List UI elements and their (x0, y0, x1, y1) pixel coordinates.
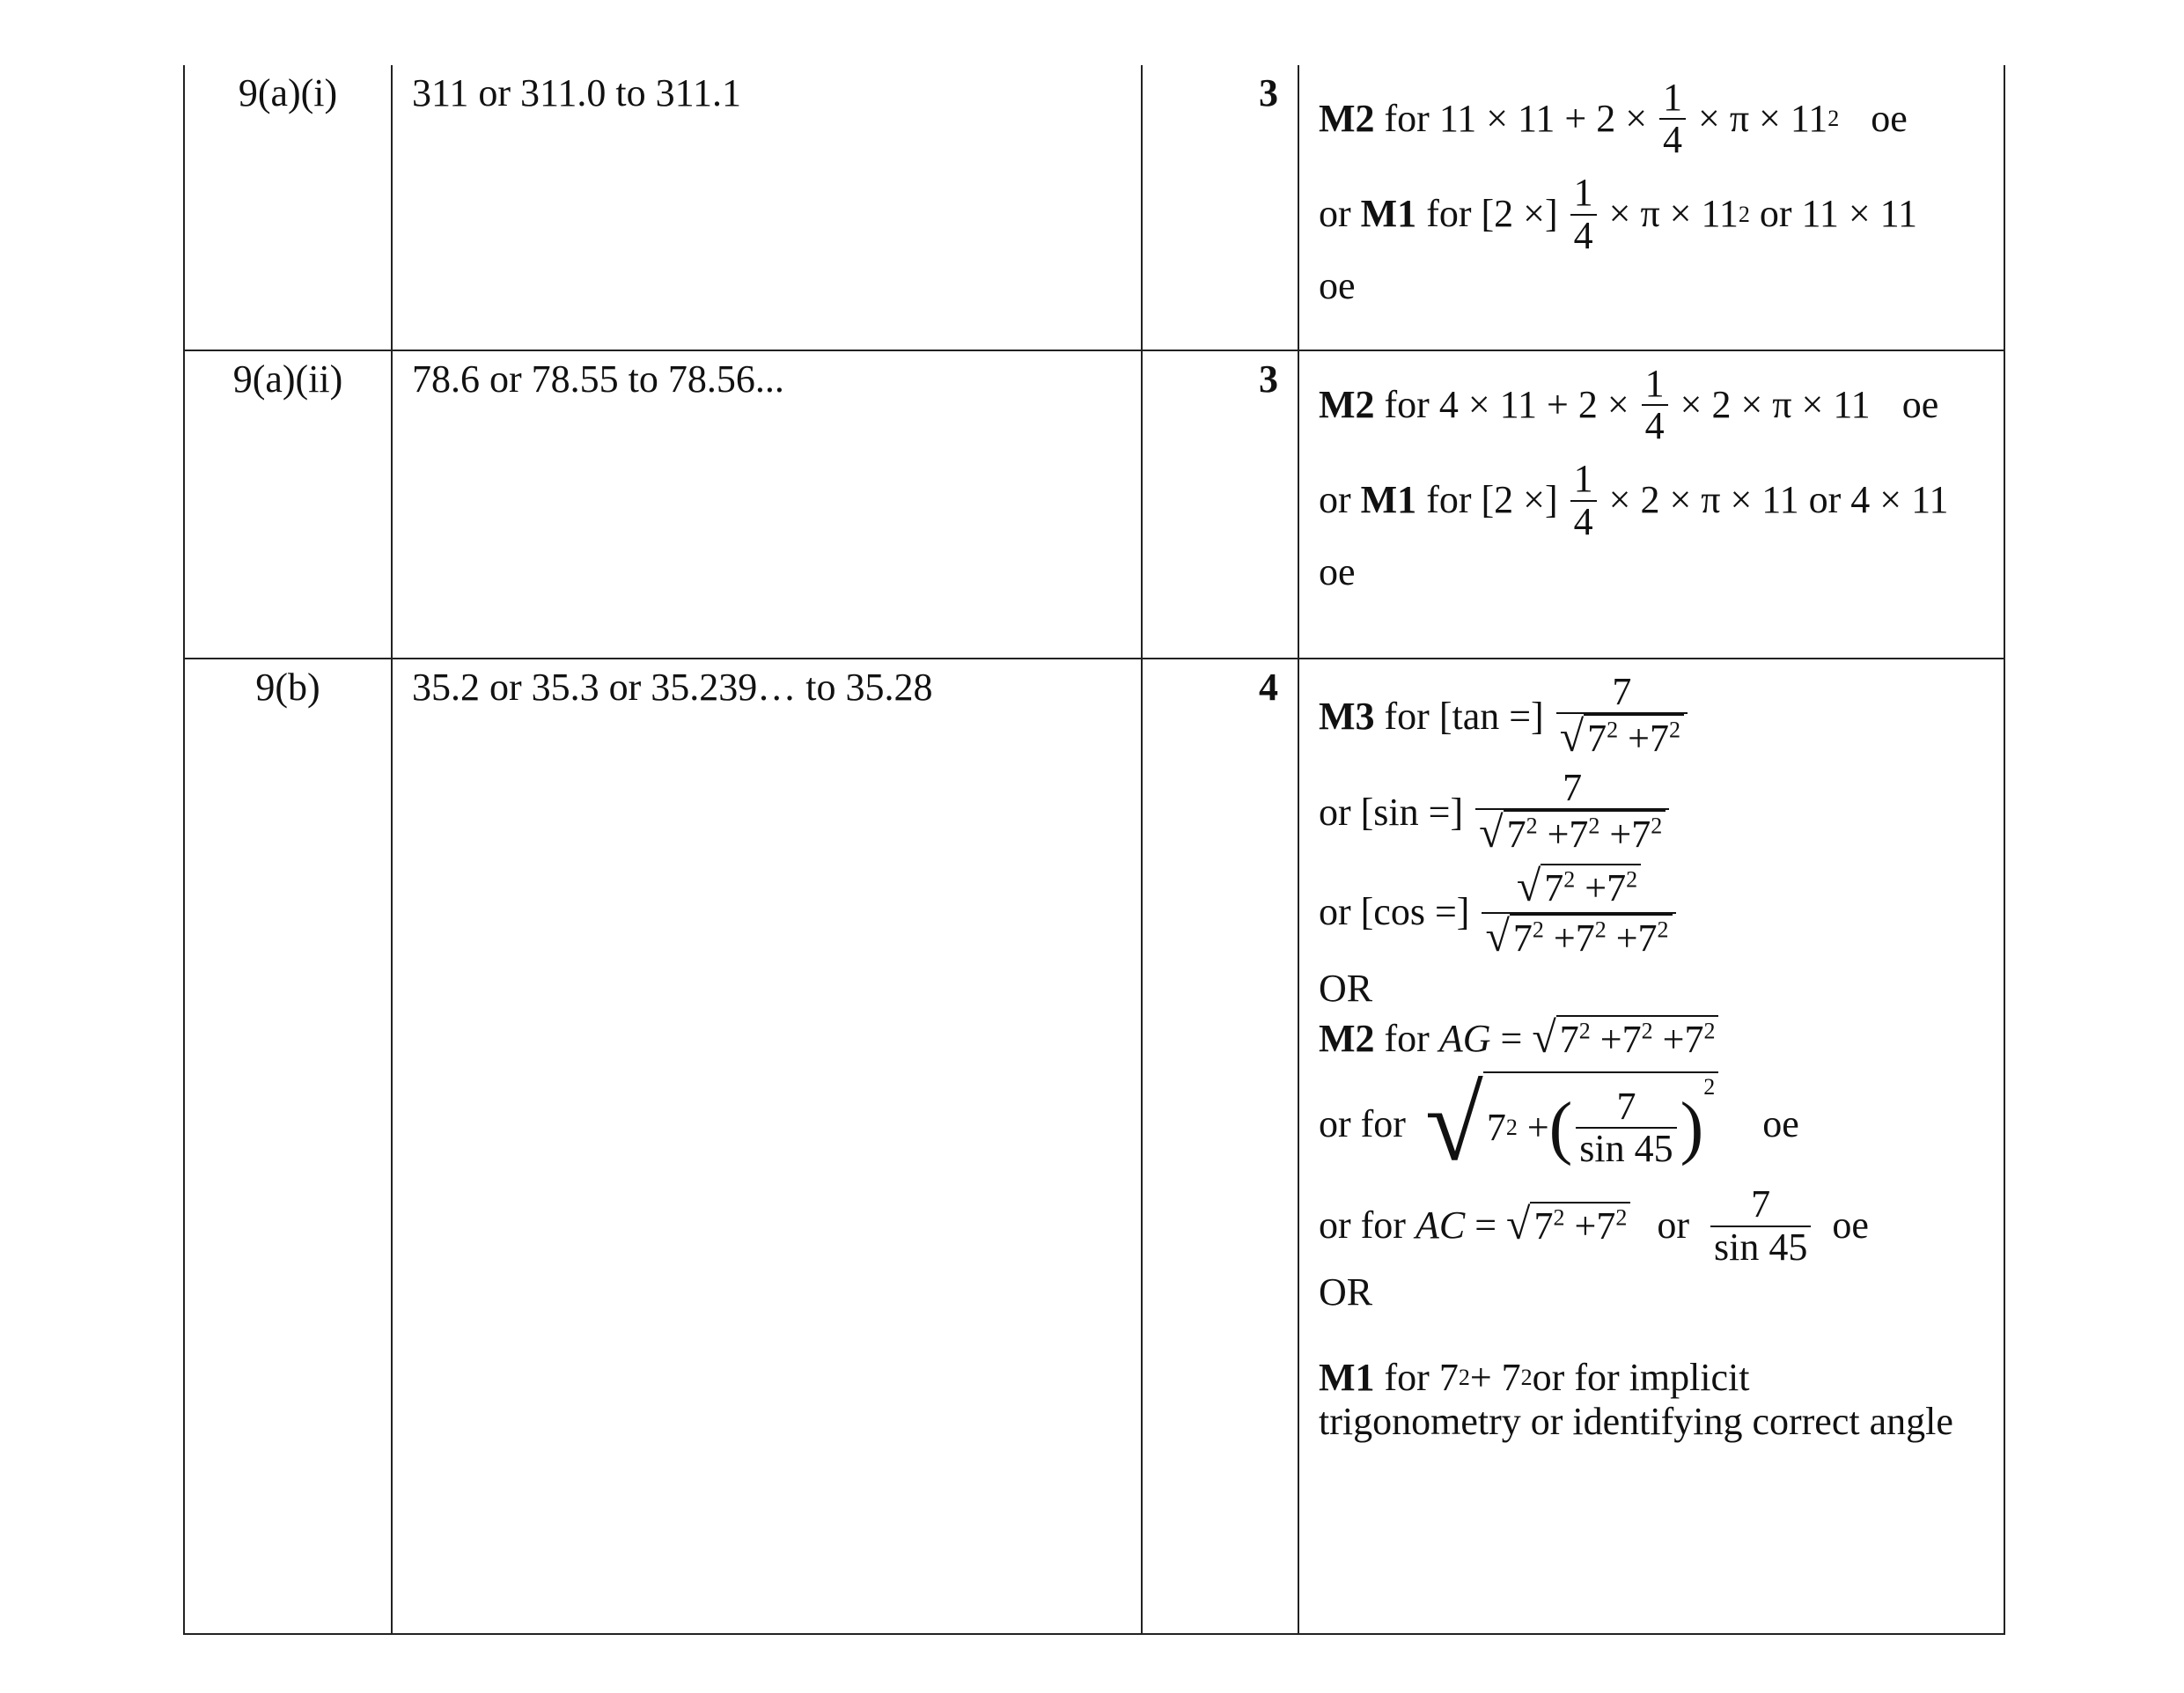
guidance-cell (1298, 350, 2004, 659)
question-cell: 9(a)(i) (184, 65, 392, 350)
guidance-line: or M1 for [2 ×] $\frac{1}{4}$ × π × 11 2 or 11 × 11 (1319, 171, 1918, 257)
fraction: $\frac{1}{4}$ (1659, 77, 1686, 160)
guidance-line-ac: or for AC = √ $7^2 +7^2$ or $\frac{7}{\sin 45}$ oe (1319, 1182, 1869, 1269)
answer-cell: 78.6 or 78.55 to 78.56... (392, 350, 1142, 659)
guidance-line: oe (1319, 264, 1356, 308)
guidance-line-ag: M2 for AG = √ $7^2 +7^2 +7^2$ (1319, 1015, 1993, 1064)
guidance-or: OR (1319, 1270, 1373, 1314)
guidance-cell (1298, 65, 2004, 350)
guidance-line-tan: M3 for [tan =] 7 √ $7^2 +7^2$ (1319, 672, 1993, 762)
guidance-line-sin: or [sin =] 7 √ $7^2 +7^2 +7^2$ (1319, 768, 1993, 858)
guidance-line-cos: or [cos =] √ $7^2 +7^2$ √ $7^2 +7^2 +7^2$ (1319, 864, 1993, 962)
question-cell: 9(a)(ii) (184, 350, 392, 659)
mark-scheme-table (183, 65, 2005, 1635)
guidance-line: M2 for 4 × 11 + 2 × $\frac{1}{4}$ × 2 × π × 11 oe (1319, 362, 1939, 448)
fraction: 7 √ $7^2 +7^2 +7^2$ (1475, 768, 1669, 858)
marks-cell: 3 (1142, 65, 1298, 350)
guidance-line: M2 for 11 × 11 + 2 × $\frac{1}{4}$ × π × 11 2 oe (1319, 76, 1908, 162)
fraction: $\frac{1}{4}$ (1642, 364, 1668, 446)
fraction: $\frac{1}{4}$ (1570, 173, 1597, 255)
marks-cell: 3 (1142, 350, 1298, 659)
table-row (184, 350, 2004, 659)
fraction: $\frac{1}{4}$ (1570, 459, 1597, 541)
guidance-or: OR (1319, 967, 1373, 1011)
table-row (184, 659, 2004, 1634)
fraction: √ $7^2 +7^2$ √ $7^2 +7^2 +7^2$ (1482, 864, 1675, 962)
guidance-line: or M1 for [2 ×] $\frac{1}{4}$ × 2 × π × 11 or 4 × 11 (1319, 457, 1949, 543)
guidance-cell (1298, 659, 2004, 1634)
table-row (184, 65, 2004, 350)
guidance-line-m1: M1 for 7 2 + 7 2 or for implicit (1319, 1355, 1750, 1399)
answer-cell: 311 or 311.0 to 311.1 (392, 65, 1142, 350)
guidance-line-sin45: or for √ 7 2 + ( $\frac{7}{\sin 45}$ ) 2 oe (1319, 1065, 1799, 1183)
question-cell: 9(b) (184, 659, 392, 1634)
guidance-line: oe (1319, 550, 1356, 594)
marks-cell: 4 (1142, 659, 1298, 1634)
answer-cell: 35.2 or 35.3 or 35.239… to 35.28 (392, 659, 1142, 1634)
fraction: 7 √ $7^2 +7^2$ (1556, 672, 1688, 762)
guidance-line-m1-cont: trigonometry or identifying correct angle (1319, 1400, 1953, 1444)
